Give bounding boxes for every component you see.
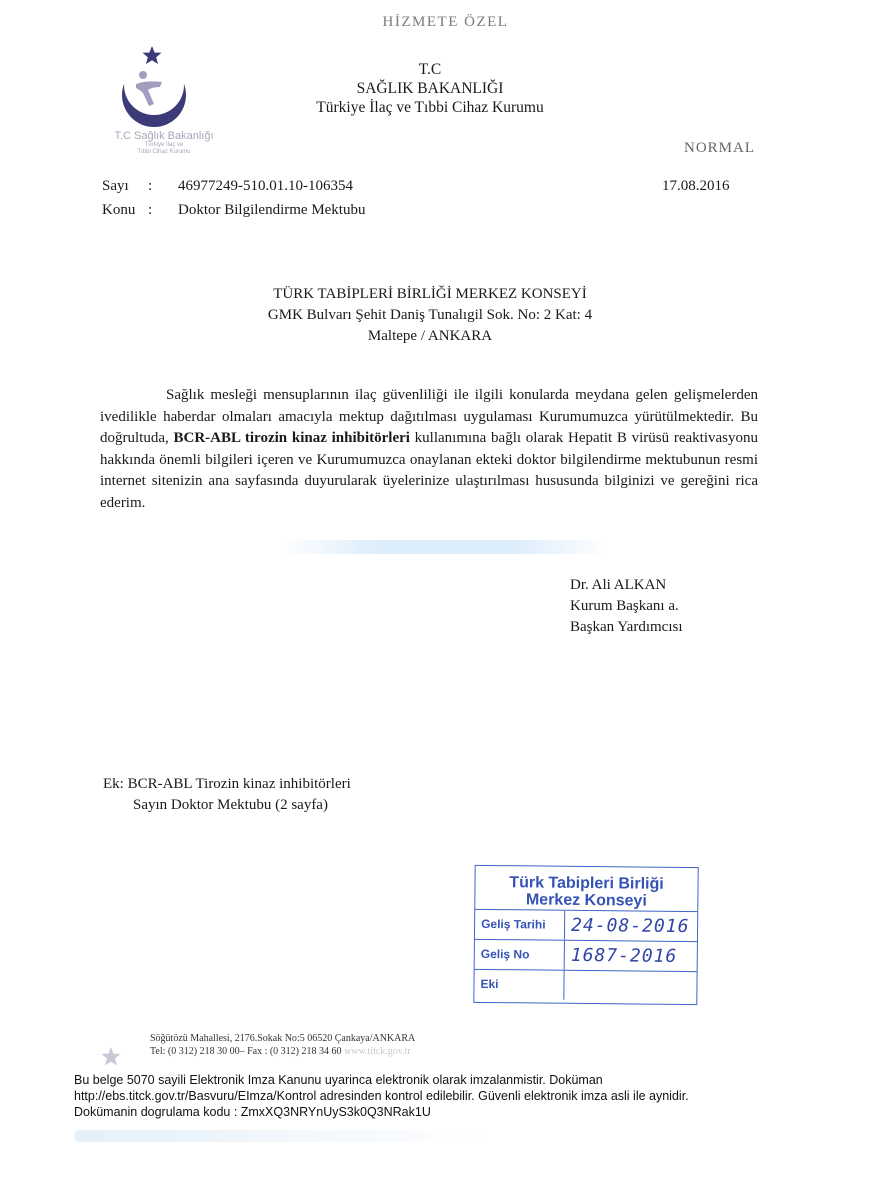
- logo-caption: [100, 130, 228, 156]
- stamp-date-label: Geliş Tarihi: [475, 910, 565, 940]
- signature-block: [570, 575, 683, 638]
- stamp-attachment-value: [564, 971, 696, 1001]
- signatory-name: Dr. Ali ALKAN: [570, 577, 667, 593]
- receipt-stamp: [473, 865, 698, 1005]
- body-text-part2: kullanımına bağlı olarak Hepatit B virüsü reaktivasyonu hakkında önemli bilgileri içeren ve Kurumumuzca onaylanan ekteki doktor bilgilendirme mektubunun resmi internet sitenizin ana sayfasında duyurularak üyelerinize ulaştırılması hususunda bilginizi ve gereğini rica ederim.: [100, 430, 758, 511]
- footer-website: www.titck.gov.tr: [344, 1046, 411, 1057]
- letterhead-tc: T.C: [418, 61, 442, 78]
- esign-line2: http://ebs.titck.gov.tr/Basvuru/EImza/Kontrol adresinden kontrol edilebilir. Güvenli elektronik imza asli ile aynidir.: [74, 1089, 689, 1103]
- attachment-line1: Ek: BCR-ABL Tirozin kinaz inhibitörleri: [103, 776, 351, 792]
- scan-smudge-bottom: [74, 1130, 494, 1142]
- footer-address: Söğütözü Mahallesi, 2176.Sokak No:5 06520 Çankaya/ANKARA: [150, 1033, 416, 1044]
- body-text-drug-class: BCR-ABL tirozin kinaz inhibitörleri: [173, 430, 410, 446]
- letterhead-ministry: SAĞLIK BAKANLIĞI: [356, 80, 504, 97]
- electronic-signature-notice: [74, 1072, 794, 1120]
- subject-colon: :: [148, 202, 153, 218]
- stamp-title: [475, 866, 697, 912]
- subject-label: Konu: [102, 202, 136, 218]
- scan-smudge: [280, 540, 610, 554]
- footer-phone: Tel: (0 312) 218 30 00– Fax : (0 312) 218 34 60: [150, 1046, 342, 1057]
- stamp-number-value: 1687-2016: [570, 944, 678, 967]
- logo-caption-line2: Türkiye İlaç ve: [144, 142, 184, 148]
- crescent-star-icon: [96, 40, 236, 135]
- reference-colon: :: [148, 178, 153, 194]
- signatory-title2: Başkan Yardımcısı: [570, 619, 683, 635]
- subject-row: [102, 202, 365, 219]
- stamp-attachment-label: Eki: [474, 970, 564, 1000]
- recipient-address: [180, 284, 680, 347]
- confidential-header-mark: HİZMETE ÖZEL: [382, 14, 509, 30]
- esign-line1: Bu belge 5070 sayili Elektronik Imza Kanunu uyarinca elektronik olarak imzalanmistir. Doküman: [74, 1073, 603, 1087]
- footer-phone-line: [150, 1045, 415, 1058]
- esign-line3: Dokümanin dogrulama kodu : ZmxXQ3NRYnUyS3k0Q3NRak1U: [74, 1105, 431, 1119]
- stamp-row-date: [475, 910, 697, 942]
- letterhead: [250, 60, 610, 117]
- logo-caption-line3: Tıbbi Cihaz Kurumu: [137, 149, 191, 155]
- priority-label: NORMAL: [684, 140, 756, 156]
- stamp-row-number: [475, 940, 697, 972]
- recipient-street: GMK Bulvarı Şehit Daniş Tunalıgil Sok. No: 2 Kat: 4: [267, 307, 593, 323]
- recipient-city: Maltepe / ANKARA: [367, 328, 493, 344]
- stamp-title-line1: Türk Tabipleri Birliği: [509, 874, 664, 893]
- signatory-title1: Kurum Başkanı a.: [570, 598, 679, 614]
- footer-contact: [150, 1032, 415, 1058]
- subject-value: Doktor Bilgilendirme Mektubu: [178, 202, 366, 218]
- letter-body: [100, 385, 758, 514]
- body-paragraph: [100, 385, 758, 514]
- footer-star-icon: [100, 1046, 122, 1073]
- logo-caption-line1: T.C Sağlık Bakanlığı: [114, 130, 214, 142]
- attachment-line2: Sayın Doktor Mektubu (2 sayfa): [133, 797, 328, 813]
- stamp-row-attachment: [474, 970, 696, 1001]
- recipient-name: TÜRK TABİPLERİ BİRLİĞİ MERKEZ KONSEYİ: [273, 286, 587, 302]
- letterhead-agency: Türkiye İlaç ve Tıbbi Cihaz Kurumu: [316, 99, 544, 116]
- reference-label: Sayı: [102, 178, 129, 194]
- body-text-part1: Sağlık mesleği mensuplarının ilaç güvenliliği ile ilgili konularda meydana gelen gelişmelerden ivedilikle haberdar olmaları amacıyla mektup dağıtılması uygulaması Kurumumuzca yürütülmektedir. Bu doğrultuda,: [100, 387, 758, 446]
- letter-date: 17.08.2016: [662, 178, 730, 194]
- reference-value: 46977249-510.01.10-106354: [178, 178, 353, 194]
- reference-number-row: [102, 178, 353, 195]
- stamp-title-line2: Merkez Konseyi: [525, 891, 647, 910]
- stamp-number-label: Geliş No: [475, 940, 565, 970]
- stamp-date-value: 24-08-2016: [570, 914, 690, 938]
- attachments: [103, 774, 351, 816]
